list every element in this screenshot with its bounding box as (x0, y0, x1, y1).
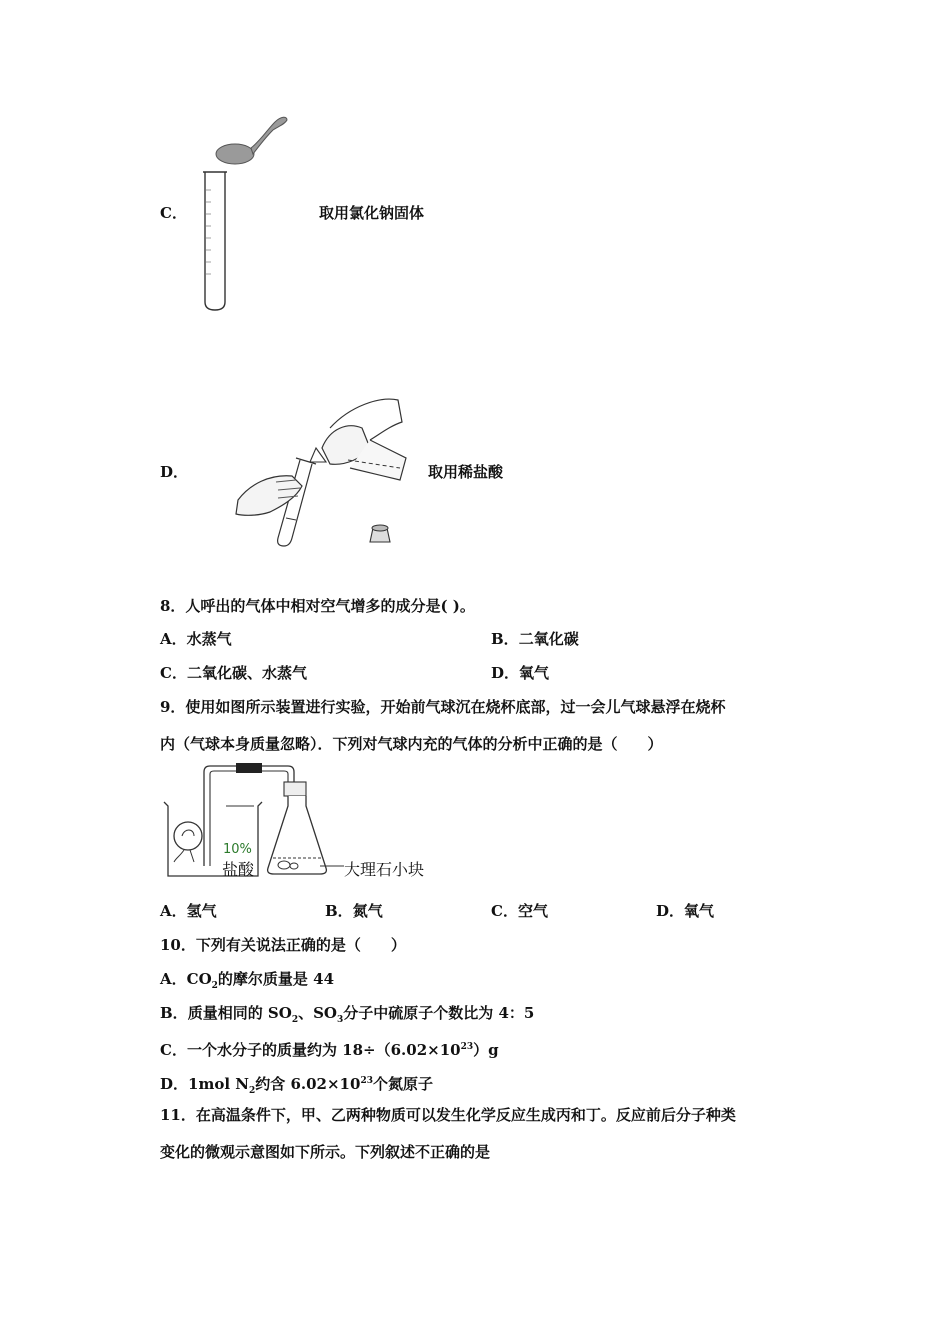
option-letter: A． (160, 630, 187, 648)
option-text: 氮气 (352, 902, 383, 920)
option-text: 一个水分子的质量约为 18÷（6.02×10 (186, 1041, 461, 1059)
option-letter: A． (160, 902, 187, 920)
q11-stem-line1: 11．在高温条件下，甲、乙两种物质可以发生化学反应生成丙和丁。反应前后分子种类 (160, 1106, 736, 1124)
option-text: 水蒸气 (186, 630, 232, 648)
q9-stem-line2: 内（气球本身质量忽略）．下列对气球内充的气体的分析中正确的是（ ） (160, 735, 663, 753)
option-letter: A． (160, 970, 187, 988)
option-letter: B． (491, 630, 519, 648)
option-text: 个氮原子 (372, 1075, 433, 1093)
subscript: 2 (248, 1086, 256, 1096)
option-text: 分子中硫原子个数比为 4：5 (343, 1004, 535, 1022)
option-text: CO (186, 970, 212, 988)
option-text: 空气 (517, 902, 548, 920)
subscript: 2 (291, 1015, 299, 1025)
q7-option-c-letter: C． (160, 204, 187, 222)
q8-option-b (491, 629, 579, 649)
option-text: 约含 6.02×10 (255, 1075, 361, 1093)
superscript: 23 (460, 1042, 474, 1052)
option-letter: B． (160, 1004, 188, 1022)
q8-option-a (160, 629, 232, 649)
option-letter: B． (325, 902, 353, 920)
subscript: 3 (336, 1015, 344, 1025)
option-letter: D． (491, 664, 520, 682)
option-text: 的摩尔质量是 44 (217, 970, 335, 988)
q10-option-a (160, 969, 334, 996)
acid-percent-label: 10% (223, 842, 252, 857)
option-text: 氧气 (684, 902, 715, 920)
q9-option-d (656, 901, 714, 921)
q9-option-b (325, 901, 383, 921)
option-text: 二氧化碳 (518, 630, 579, 648)
option-text: 氢气 (186, 902, 217, 920)
q9-stem-line1: 9．使用如图所示装置进行实验，开始前气球沉在烧杯底部，过一会儿气球悬浮在烧杯 (160, 698, 726, 716)
option-letter: C． (160, 664, 187, 682)
q8-option-d (491, 663, 549, 683)
q10-option-b (160, 1003, 534, 1030)
marble-label: 大理石小块 (344, 860, 425, 879)
q10-option-c (160, 1037, 499, 1060)
q7-option-d-caption: 取用稀盐酸 (428, 463, 504, 481)
option-text: 1mol N (188, 1075, 249, 1093)
option-letter: C． (491, 902, 518, 920)
option-letter: D． (656, 902, 685, 920)
option-text: 、SO (298, 1004, 337, 1022)
q8-stem: 8．人呼出的气体中相对空气增多的成分是( )。 (160, 597, 475, 615)
q10-stem: 10．下列有关说法正确的是（ ） (160, 936, 406, 954)
acid-name-label: 盐酸 (222, 860, 255, 879)
option-text: ）g (473, 1041, 499, 1059)
spoon-test-tube-illustration (195, 110, 295, 315)
option-text: 质量相同的 SO (187, 1004, 292, 1022)
q11-stem-line2: 变化的微观示意图如下所示。下列叙述不正确的是 (160, 1143, 491, 1161)
q7-option-d-letter: D． (160, 463, 189, 481)
q8-option-c (160, 663, 307, 683)
pouring-acid-illustration (230, 388, 430, 553)
q9-option-c (491, 901, 548, 921)
option-letter: C． (160, 1041, 187, 1059)
option-letter: D． (160, 1075, 189, 1093)
subscript: 2 (211, 981, 218, 991)
superscript: 23 (360, 1076, 373, 1086)
q7-option-c-caption: 取用氯化钠固体 (319, 204, 425, 222)
q10-option-d (160, 1071, 433, 1101)
option-text: 氧气 (519, 664, 550, 682)
q9-option-a (160, 901, 217, 921)
option-text: 二氧化碳、水蒸气 (186, 664, 307, 682)
